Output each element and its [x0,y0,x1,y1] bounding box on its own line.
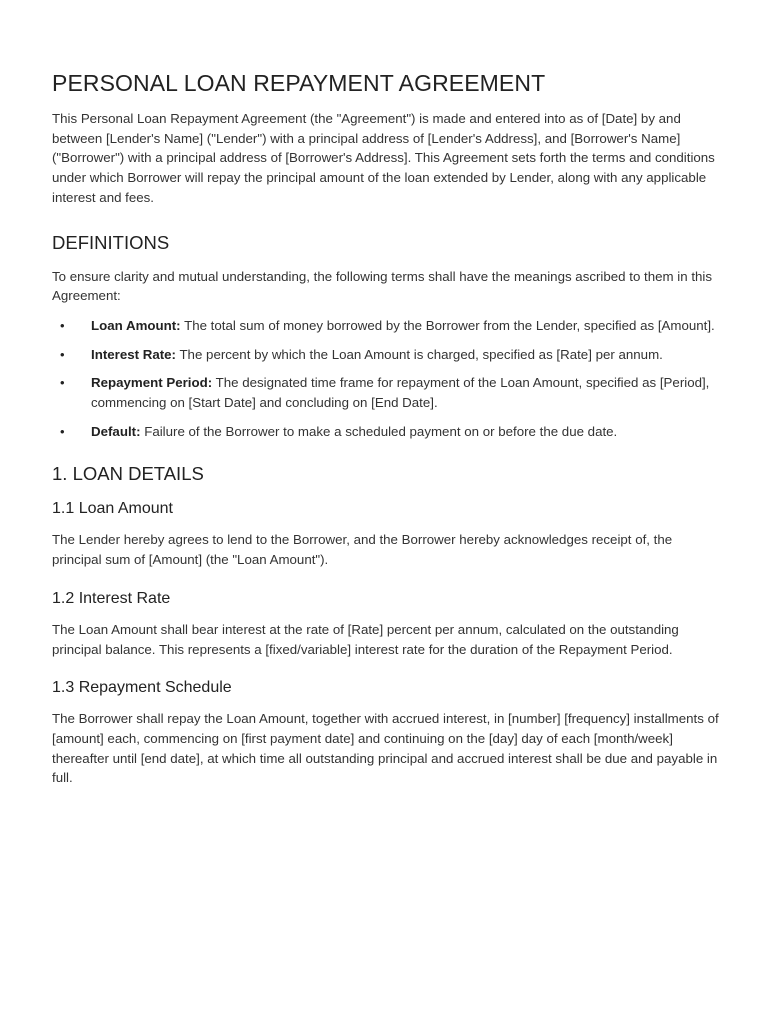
definition-term: Default: [91,423,141,439]
document-content [52,70,720,808]
loan-details-heading: 1. LOAN DETAILS [52,463,204,485]
definition-text: The percent by which the Loan Amount is charged, specified as [Rate] per annum. [175,346,663,362]
definition-item-repayment-period [52,373,720,412]
definitions-intro: To ensure clarity and mutual understanding, the following terms shall have the meanings ascribed to them in this Agreement: [52,268,713,304]
subsection-heading: 1.3 Repayment Schedule [52,679,232,697]
definition-term: Repayment Period: [91,375,213,391]
subsection-text: The Lender hereby agrees to lend to the Borrower, and the Borrower hereby acknowledges receipt of, the principal sum of [Amount] (the "Loan Amount"). [52,532,673,568]
subsection-text: The Borrower shall repay the Loan Amount, together with accrued interest, in [number] [frequency] installments of [amount] each, commencing on [first payment date] and continuing on the [day] day of each [month/week] thereafter until [end date], at which time all outstanding principal and accrued interest shall be due and payable in full. [52,711,719,786]
subsection-heading: 1.2 Interest Rate [52,589,171,607]
definition-text: Failure of the Borrower to make a scheduled payment on or before the due date. [140,423,618,439]
bullet-icon: • [60,375,65,391]
subsection-text: The Loan Amount shall bear interest at the rate of [Rate] percent per annum, calculated on the outstanding principal balance. This represents a [fixed/variable] interest rate for the duration of the Repayment Period. [52,621,679,657]
definition-term: Interest Rate: [91,346,176,362]
bullet-icon: • [60,423,65,439]
subsection-interest-rate [52,590,720,659]
definition-term: Loan Amount: [91,317,181,333]
subsection-heading: 1.1 Loan Amount [52,500,173,518]
definition-item-loan-amount [52,316,720,336]
definition-text: The designated time frame for repayment of the Loan Amount, specified as [Period], commencing on [Start Date] and concluding on [End Date]. [91,375,710,411]
subsection-loan-amount [52,500,720,569]
definition-text: The total sum of money borrowed by the Borrower from the Lender, specified as [Amount]. [180,317,715,333]
intro-paragraph: This Personal Loan Repayment Agreement (the "Agreement") is made and entered into as of [Date] by and between [Lender's Name] ("Lender") with a principal address of [Lender's Address], and [Borrower's Name] ("Borrower") with a principal address of [Borrower's Address]. This Agreement sets forth the terms and conditions under which Borrower will repay the principal amount of the loan extended by Lender, along with any applicable interest and fees. [52,111,715,205]
document-title: PERSONAL LOAN REPAYMENT AGREEMENT [52,70,546,96]
definitions-list [52,316,720,442]
definitions-heading: DEFINITIONS [52,231,170,253]
bullet-icon: • [60,346,65,362]
definition-item-default [52,422,720,442]
bullet-icon: • [60,317,65,333]
definition-item-interest-rate [52,345,720,365]
subsection-repayment-schedule [52,679,720,788]
